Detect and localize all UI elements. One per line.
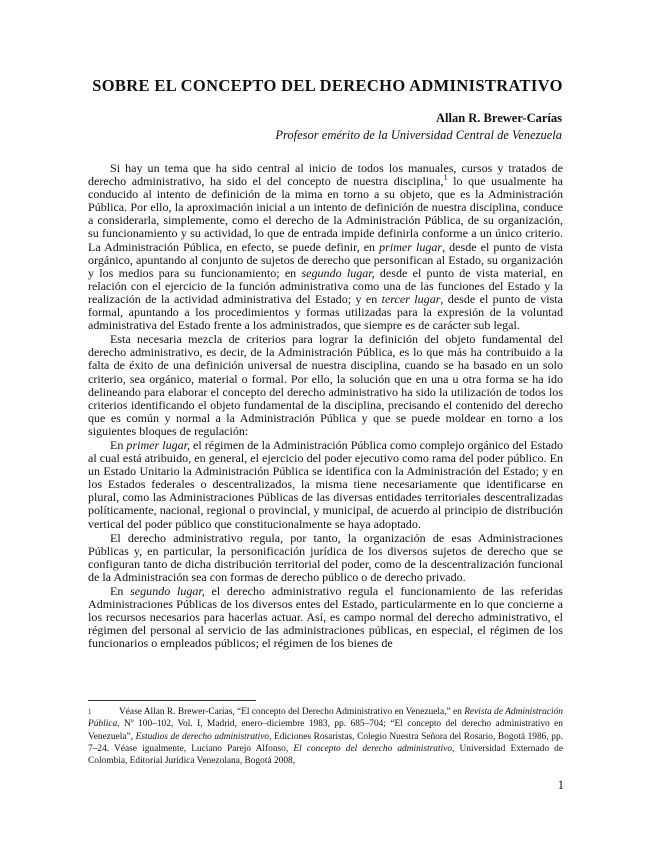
author-affiliation: Profesor emérito de la Universidad Central de Venezuela — [275, 128, 562, 142]
page-title: SOBRE EL CONCEPTO DEL DERECHO ADMINISTRATIVO — [92, 76, 563, 95]
page-number: 1 — [557, 778, 564, 792]
body-text — [88, 162, 563, 651]
paragraph-5: En segundo lugar, el derecho administrativo regula el funcionamiento de las referidas Administraciones Públicas de los diversos entes del Estado, particularmente en lo que concierne a los recursos necesarios para hacerlas actuar. Así, es campo normal del derecho administrativo, el régimen del personal al servicio de las administraciones públicas, en especial, el régimen de los funcionarios o empleados públicos; el régimen de los bienes de — [88, 584, 563, 651]
paragraph-3: En primer lugar, el régimen de la Administración Pública como complejo orgánico del Estado al cual está atribuido, en general, el ejercicio del poder ejecutivo como rama del poder público. En un Estado Unitario la Administración Pública se identifica con la Administración del Estado; y en los Estados federales o descentralizados, la misma tiene necesariamente que identificarse en plural, como las Administraciones Públicas de las diversas entidades territoriales descentralizadas políticamente, nacional, regional o provincial, y municipal, de acuerdo al principio de distribución vertical del poder público que constitucionalmente se haya adoptado. — [88, 437, 563, 531]
paragraph-4: El derecho administrativo regula, por tanto, la organización de esas Administraciones Públicas y, en particular, la personificación jurídica de los diversos sujetos de derecho que se configuran tanto de dicha distribución territorial del poder, como de la descentralización funcional de la Administración sea con formas de derecho público o de derecho privado. — [88, 530, 563, 584]
author-name: Allan R. Brewer-Carías — [435, 111, 562, 125]
footnote-text: Véase Allan R. Brewer-Carías, “El concepto del Derecho Administrativo en Venezuela,” en Revista de Administración Pública, Nº 100–102, Vol. I, Madrid, enero–diciembre 1983, pp. 685–704; “El concepto del derecho administrativo en Venezuela”, Estudios de derecho administrativo, Ediciones Rosaristas, Colegio Nuestra Señora del Rosario, Bogotá 1986, pp. 7–24. Véase igualmente, Luciano Parejo Alfonso, El concepto del derecho administrativo, Universidad Externado de Colombia, Editorial Jurídica Venezolana, Bogotá 2008, — [88, 707, 563, 767]
footnote-separator — [88, 700, 256, 701]
paragraph-1: Si hay un tema que ha sido central al inicio de todos los manuales, cursos y tratados de derecho administrativo, ha sido el del concepto de nuestra disciplina,$^1$ lo que usualmente ha conducido al intento de definición de la mima en torno a su objeto, que es la Administración Pública. Por ello, la aproximación inicial a un intento de definición de nuestra disciplina, conduce a considerarla, simplemente, como el derecho de la Administración Pública, de su organización, su funcionamiento y su actividad, lo que de entrada impide definirla conforme a un único criterio. La Administración Pública, en efecto, se puede definir, en primer lugar, desde el punto de vista orgánico, apuntando al conjunto de sujetos de derecho que personifican al Estado, su organización y los medios para su funcionamiento; en segundo lugar, desde el punto de vista material, en relación con el ejercicio de la función administrativa como una de las funciones del Estado y la realización de la actividad administrativa del Estado; y en tercer lugar, desde el punto de vista formal, apuntando a los procedimientos y formas utilizadas para la expresión de la voluntad administrativa del Estado frente a los administrados, que siempre es de carácter sub legal. — [88, 161, 564, 333]
footnote — [88, 706, 563, 767]
paragraph-2: Esta necesaria mezcla de criterios para lograr la definición del objeto fundamental del derecho administrativo, es decir, de la Administración Pública, es lo que más ha contribuido a la falta de éxito de una definición universal de nuestra disciplina, cuando se ha basado en un solo criterio, sea orgánico, material o formal. Por ello, la solución que en una u otra forma se ha ido delineando para elaborar el concepto del derecho administrativo ha sido la utilización de todos los criterios identificando el objeto fundamental de la disciplina, precisando el contenido del derecho que es común y normal a la Administración Pública y que se puede moldear en torno a los siguientes bloques de regulación: — [88, 332, 563, 438]
footnote-number: 1 — [88, 708, 92, 716]
footnote-ref[interactable]: 1 — [443, 173, 448, 183]
